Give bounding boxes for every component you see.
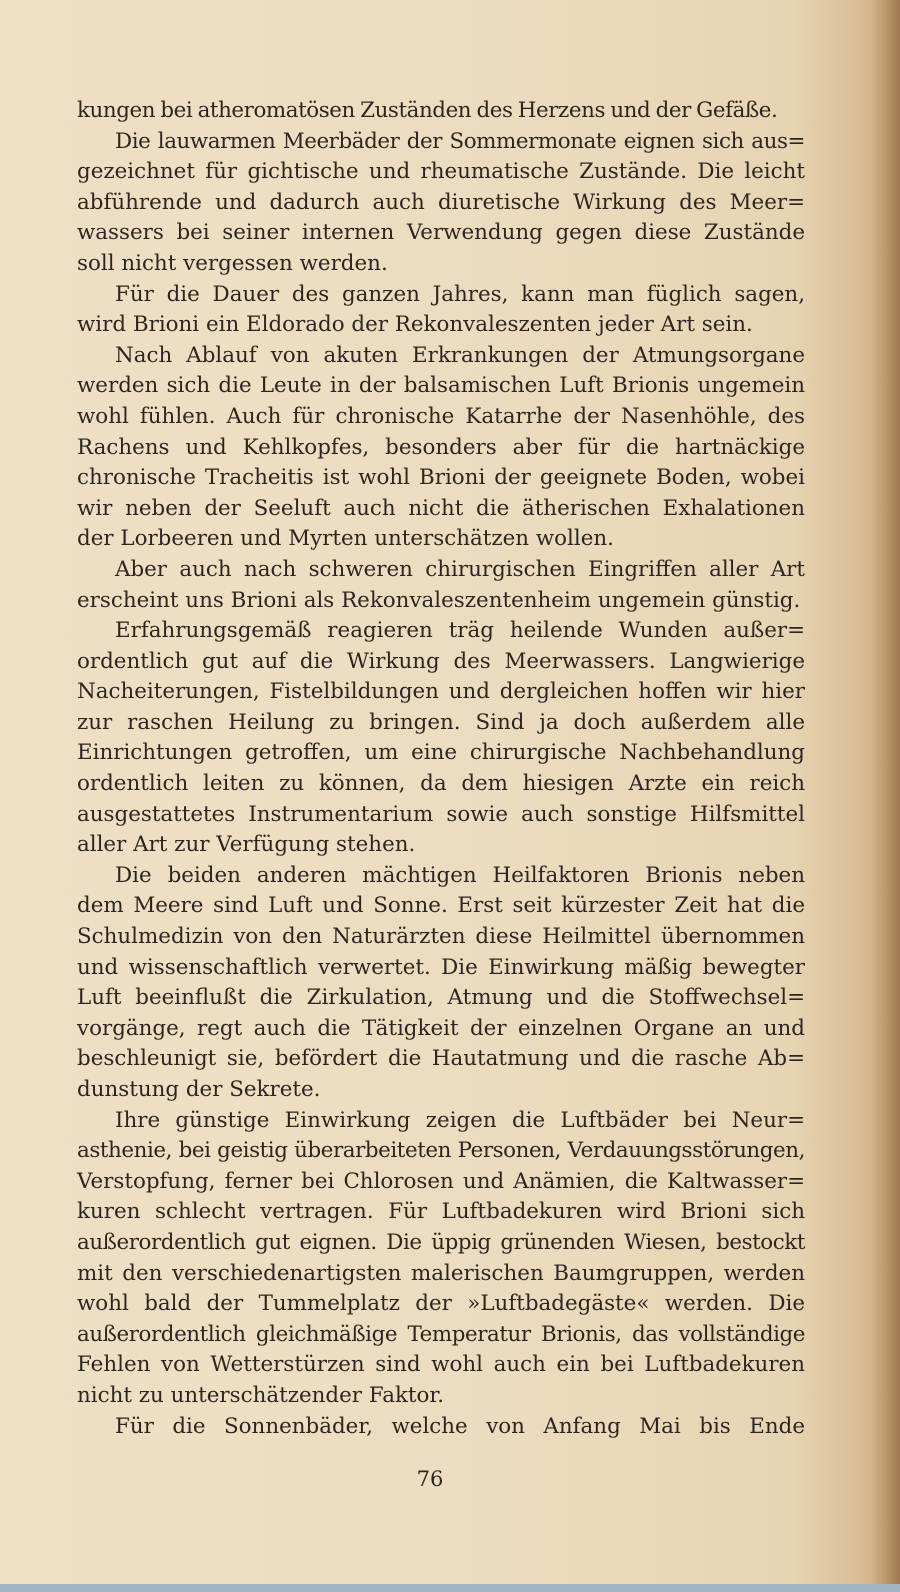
text-line: Nach Ablauf von akuten Erkrankungen der Atmungsorgane [115, 342, 805, 368]
text-line: ordentlich leiten zu können, da dem hiesigen Arzte ein reich [77, 771, 805, 797]
text-line: erscheint uns Brioni als Rekonvaleszentenheim ungemein günstig. [77, 587, 801, 613]
text-line: soll nicht vergessen werden. [77, 250, 388, 276]
text-line: mit den verschiedenartigsten malerischen Baumgruppen, werden [77, 1260, 805, 1286]
text-line: Erfahrungsgemäß reagieren träg heilende Wunden außer= [115, 618, 805, 644]
text-line: Verstopfung, ferner bei Chlorosen und Anämien, die Kaltwasser= [77, 1168, 805, 1194]
text-line: Nacheiterungen, Fistelbildungen und dergleichen hoffen wir hier [77, 679, 805, 705]
text-line: und wissenschaftlich verwertet. Die Einwirkung mäßig bewegter [77, 954, 805, 980]
text-line: zur raschen Heilung zu bringen. Sind ja doch außerdem alle [77, 709, 805, 735]
text-line: der Lorbeeren und Myrten unterschätzen wollen. [77, 526, 614, 552]
text-line: Für die Sonnenbäder, welche von Anfang Mai bis Ende [115, 1413, 805, 1439]
text-line: aller Art zur Verfügung stehen. [77, 832, 416, 858]
text-line: abführende und dadurch auch diuretische Wirkung des Meer= [77, 189, 805, 215]
text-line: außerordentlich gut eignen. Die üppig grünenden Wiesen, bestockt [77, 1229, 805, 1255]
text-line: gezeichnet für gichtische und rheumatische Zustände. Die leicht [77, 159, 805, 185]
text-line: Schulmedizin von den Naturärzten diese Heilmittel übernommen [77, 924, 805, 950]
text-line: kuren schlecht vertragen. Für Luftbadekuren wird Brioni sich [77, 1199, 805, 1225]
text-line: ausgestattetes Instrumentarium sowie auch sonstige Hilfsmittel [77, 801, 805, 827]
text-line: Einrichtungen getroffen, um eine chirurgische Nachbehandlung [77, 740, 805, 766]
text-line: Rachens und Kehlkopfes, besonders aber für die hartnäckige [77, 434, 805, 460]
scanner-background-strip [0, 1584, 900, 1592]
text-line: wird Brioni ein Eldorado der Rekonvaleszenten jeder Art sein. [77, 312, 753, 338]
text-line: werden sich die Leute in der balsamischen Luft Brionis ungemein [77, 373, 805, 399]
text-line: dunstung der Sekrete. [77, 1077, 321, 1102]
text-line: Luft beeinflußt die Zirkulation, Atmung und die Stoffwechsel= [77, 985, 805, 1011]
text-line: beschleunigt sie, befördert die Hautatmung und die rasche Ab= [77, 1046, 805, 1072]
text-line: Die beiden anderen mächtigen Heilfaktoren Brionis neben [115, 862, 805, 888]
text-line: dem Meere sind Luft und Sonne. Erst seit kürzester Zeit hat die [77, 893, 805, 919]
text-line: nicht zu unterschätzender Faktor. [77, 1382, 445, 1408]
text-line: wassers bei seiner internen Verwendung gegen diese Zustände [77, 220, 805, 246]
text-line: Aber auch nach schweren chirurgischen Eingriffen aller Art [115, 556, 805, 582]
text-line: vorgänge, regt auch die Tätigkeit der einzelnen Organe an und [77, 1015, 805, 1041]
text-line: wohl bald der Tummelplatz der »Luftbadegäste« werden. Die [77, 1291, 805, 1317]
text-line: außerordentlich gleichmäßige Temperatur Brionis, das vollständige [77, 1321, 805, 1347]
text-line: Für die Dauer des ganzen Jahres, kann man füglich sagen, [115, 281, 805, 307]
page-number: 76 [416, 1467, 444, 1491]
text-line: kungen bei atheromatösen Zuständen des Herzens und der Gefäße. [77, 98, 778, 123]
text-line: wohl fühlen. Auch für chronische Katarrhe der Nasenhöhle, des [77, 403, 805, 429]
text-line: Ihre günstige Einwirkung zeigen die Luftbäder bei Neur= [115, 1107, 805, 1133]
text-line: asthenie, bei geistig überarbeiteten Personen, Verdauungsstörungen, [77, 1138, 805, 1164]
text-line: ordentlich gut auf die Wirkung des Meerwassers. Langwierige [77, 648, 805, 674]
text-line: Fehlen von Wetterstürzen sind wohl auch ein bei Luftbadekuren [77, 1352, 805, 1378]
text-line: chronische Tracheitis ist wohl Brioni der geeignete Boden, wobei [77, 465, 805, 491]
body-text [77, 96, 805, 1442]
text-line: wir neben der Seeluft auch nicht die ätherischen Exhalationen [77, 495, 805, 521]
text-line: Die lauwarmen Meerbäder der Sommermonate eignen sich aus= [115, 128, 805, 154]
page-edge-shadow [870, 0, 900, 1592]
